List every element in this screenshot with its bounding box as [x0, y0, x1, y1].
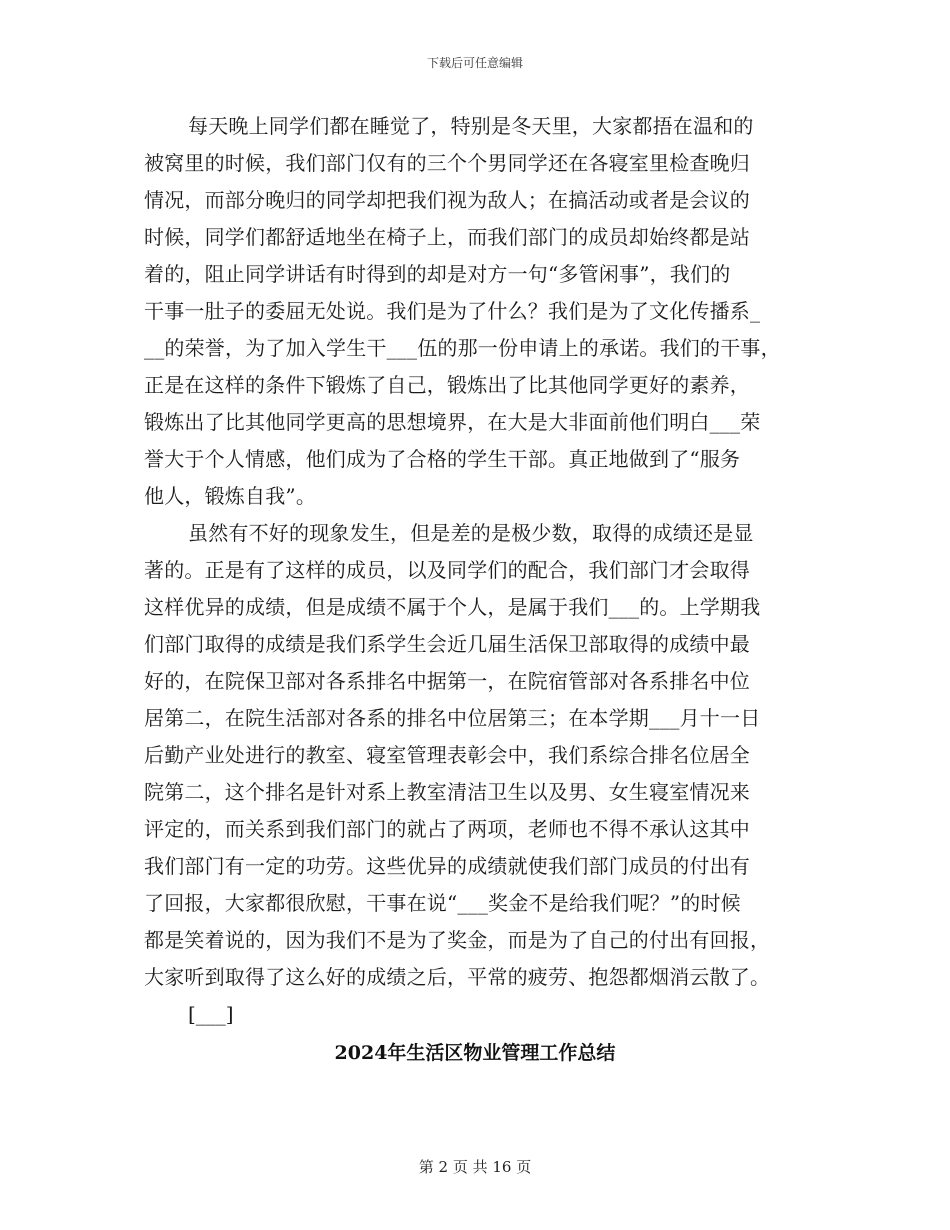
text-line: 院第二，这个排名是针对系上教室清洁卫生以及男、女生寝室情况来 — [144, 780, 750, 804]
text-line: 了回报，大家都很欣慰，干事在说“___奖金不是给我们呢？”的时候 — [144, 891, 741, 915]
text-line: 正是在这样的条件下锻炼了自己，锻炼出了比其他同学更好的素养， — [144, 373, 750, 397]
text-line: 时候，同学们都舒适地坐在椅子上，而我们部门的成员却始终都是站 — [144, 225, 750, 249]
text-line: 情况，而部分晚归的同学却把我们视为敌人；在搞活动或者是会议的 — [144, 188, 750, 212]
text-line: __的荣誉，为了加入学生干___伍的那一份申请上的承诺。我们的干事， — [144, 336, 781, 360]
text-line: 后勤产业处进行的教室、寝室管理表彰会中，我们系综合排名位居全 — [144, 743, 750, 767]
section-title: 2024年生活区物业管理工作总结 — [334, 1042, 616, 1064]
page-header-note: 下载后可任意编辑 — [426, 56, 523, 70]
text-line: 他人，锻炼自我”。 — [144, 484, 317, 508]
paragraph-2 — [144, 515, 812, 996]
text-line: 著的。正是有了这样的成员，以及同学们的配合，我们部门才会取得 — [144, 558, 750, 582]
text-line: 这样优异的成绩，但是成绩不属于个人，是属于我们___的。上学期我 — [144, 595, 761, 619]
text-line: 每天晚上同学们都在睡觉了，特别是冬天里，大家都捂在温和的 — [188, 114, 754, 138]
text-line: 居第二，在院生活部对各系的排名中位居第三；在本学期___月十一日 — [144, 706, 761, 730]
text-line: 被窝里的时候，我们部门仅有的三个个男同学还在各寝室里检查晚归 — [144, 151, 750, 175]
text-line: 着的，阻止同学讲话有时得到的却是对方一句“多管闲事”，我们的 — [144, 262, 731, 286]
text-line: 都是笑着说的，因为我们不是为了奖金，而是为了自己的付出有回报， — [144, 928, 771, 952]
text-line: 虽然有不好的现象发生，但是差的是极少数，取得的成绩还是显 — [188, 521, 754, 545]
bracket-placeholder: [___] — [188, 1002, 234, 1026]
text-line: 我们部门有一定的功劳。这些优异的成绩就使我们部门成员的付出有 — [144, 854, 750, 878]
text-line: 评定的，而关系到我们部门的就占了两项，老师也不得不承认这其中 — [144, 817, 750, 841]
text-line: 干事一肚子的委屈无处说。我们是为了什么？我们是为了文化传播系_ — [144, 299, 761, 323]
paragraph-1 — [144, 108, 812, 515]
text-line: 好的，在院保卫部对各系排名中据第一，在院宿管部对各系排名中位 — [144, 669, 750, 693]
text-line: 誉大于个人情感，他们成为了合格的学生干部。真正地做到了“服务 — [144, 447, 741, 471]
text-line: 大家听到取得了这么好的成绩之后，平常的疲劳、抱怨都烟消云散了。 — [144, 965, 771, 989]
text-line: 锻炼出了比其他同学更高的思想境界，在大是大非面前他们明白___荣 — [144, 410, 761, 434]
page-number: 第 2 页 共 16 页 — [418, 1158, 532, 1176]
document-body — [144, 108, 812, 1033]
text-line: 们部门取得的成绩是我们系学生会近几届生活保卫部取得的成绩中最 — [144, 632, 750, 656]
